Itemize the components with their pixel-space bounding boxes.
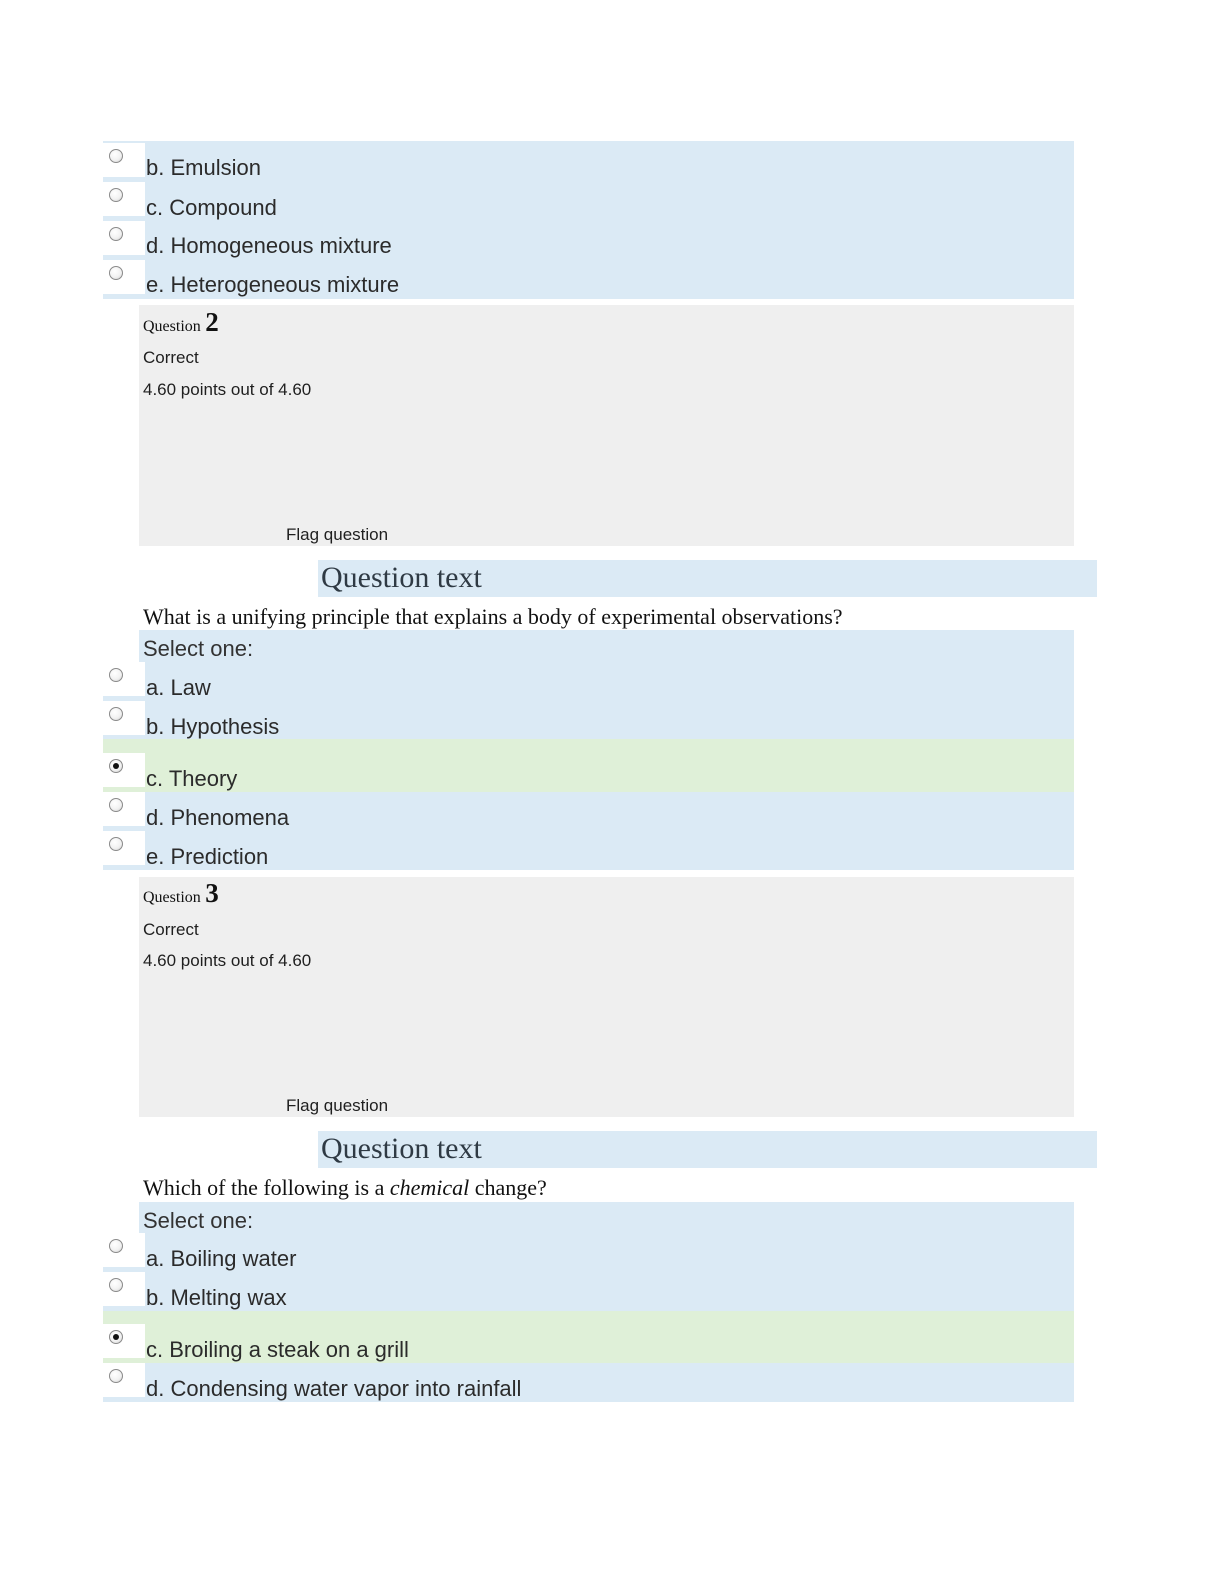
q2-option-d-radio-cell <box>103 792 145 826</box>
q3-option-d-radio-cell <box>103 1363 145 1397</box>
question-word: Question <box>143 318 201 335</box>
radio-button[interactable] <box>109 149 123 163</box>
q2-points: 4.60 points out of 4.60 <box>143 380 312 399</box>
radio-button[interactable] <box>109 188 123 202</box>
q1-option-e[interactable]: e. Heterogeneous mixture <box>146 272 400 297</box>
q3-option-d[interactable]: d. Condensing water vapor into rainfall <box>146 1376 522 1401</box>
question-text-title: Question text <box>321 1132 482 1165</box>
q2-question-text-header <box>318 560 1097 597</box>
q2-option-d[interactable]: d. Phenomena <box>146 805 290 830</box>
q3-option-b[interactable]: b. Melting wax <box>146 1285 287 1310</box>
q2-option-b[interactable]: b. Hypothesis <box>146 714 280 739</box>
q3-status: Correct <box>143 920 199 939</box>
question-text-title: Question text <box>321 561 482 594</box>
q1-option-b[interactable]: b. Emulsion <box>146 155 261 180</box>
radio-button[interactable] <box>109 266 123 280</box>
q3-option-c-radio-cell <box>103 1324 145 1358</box>
q2-info-box <box>139 305 1074 546</box>
radio-button[interactable] <box>109 707 123 721</box>
q3-points: 4.60 points out of 4.60 <box>143 951 312 970</box>
q2-selected-answer-row <box>103 739 1074 792</box>
q2-option-c[interactable]: c. Theory <box>146 766 238 791</box>
q3-question <box>143 1175 547 1201</box>
radio-button[interactable] <box>109 227 123 241</box>
q2-question: What is a unifying principle that explains a body of experimental observations? <box>143 604 843 629</box>
q3-question-part: Which of the following is a <box>143 1175 390 1200</box>
radio-button[interactable] <box>109 1278 123 1292</box>
q3-question-emphasis: chemical <box>389 1175 470 1200</box>
q1-option-e-radio-cell <box>103 260 145 294</box>
radio-button[interactable] <box>109 1239 123 1253</box>
radio-button-checked[interactable] <box>109 759 123 773</box>
q2-flag-question-link[interactable]: Flag question <box>286 525 389 544</box>
question-number: 3 <box>205 878 219 908</box>
q2-select-one-label: Select one: <box>143 636 254 661</box>
radio-button[interactable] <box>109 837 123 851</box>
q3-info-box <box>139 877 1074 1117</box>
q2-option-e[interactable]: e. Prediction <box>146 844 269 869</box>
question-word: Question <box>143 889 201 906</box>
radio-button[interactable] <box>109 668 123 682</box>
q2-heading <box>143 307 219 338</box>
q1-option-d-radio-cell <box>103 221 145 255</box>
q3-flag-question-link[interactable]: Flag question <box>286 1096 389 1115</box>
q1-option-c[interactable]: c. Compound <box>146 195 277 220</box>
radio-button-checked[interactable] <box>109 1330 123 1344</box>
radio-button[interactable] <box>109 798 123 812</box>
q2-option-a[interactable]: a. Law <box>146 675 211 700</box>
q3-heading <box>143 878 219 909</box>
q1-option-d[interactable]: d. Homogeneous mixture <box>146 233 392 258</box>
radio-button[interactable] <box>109 1369 123 1383</box>
q2-option-b-radio-cell <box>103 701 145 735</box>
q3-option-a[interactable]: a. Boiling water <box>146 1246 297 1271</box>
q2-status: Correct <box>143 348 199 367</box>
q2-option-c-radio-cell <box>103 753 145 787</box>
question-number: 2 <box>205 307 219 337</box>
q3-question-part: change? <box>469 1175 547 1200</box>
q1-option-b-radio-cell <box>103 143 145 177</box>
q2-option-e-radio-cell <box>103 831 145 865</box>
q3-option-c[interactable]: c. Broiling a steak on a grill <box>146 1337 409 1362</box>
q1-option-c-radio-cell <box>103 182 145 216</box>
q3-question-text-header <box>318 1131 1097 1168</box>
q3-select-one-label: Select one: <box>143 1208 254 1233</box>
q3-option-b-radio-cell <box>103 1272 145 1306</box>
q3-option-a-radio-cell <box>103 1233 145 1267</box>
q2-option-a-radio-cell <box>103 662 145 696</box>
